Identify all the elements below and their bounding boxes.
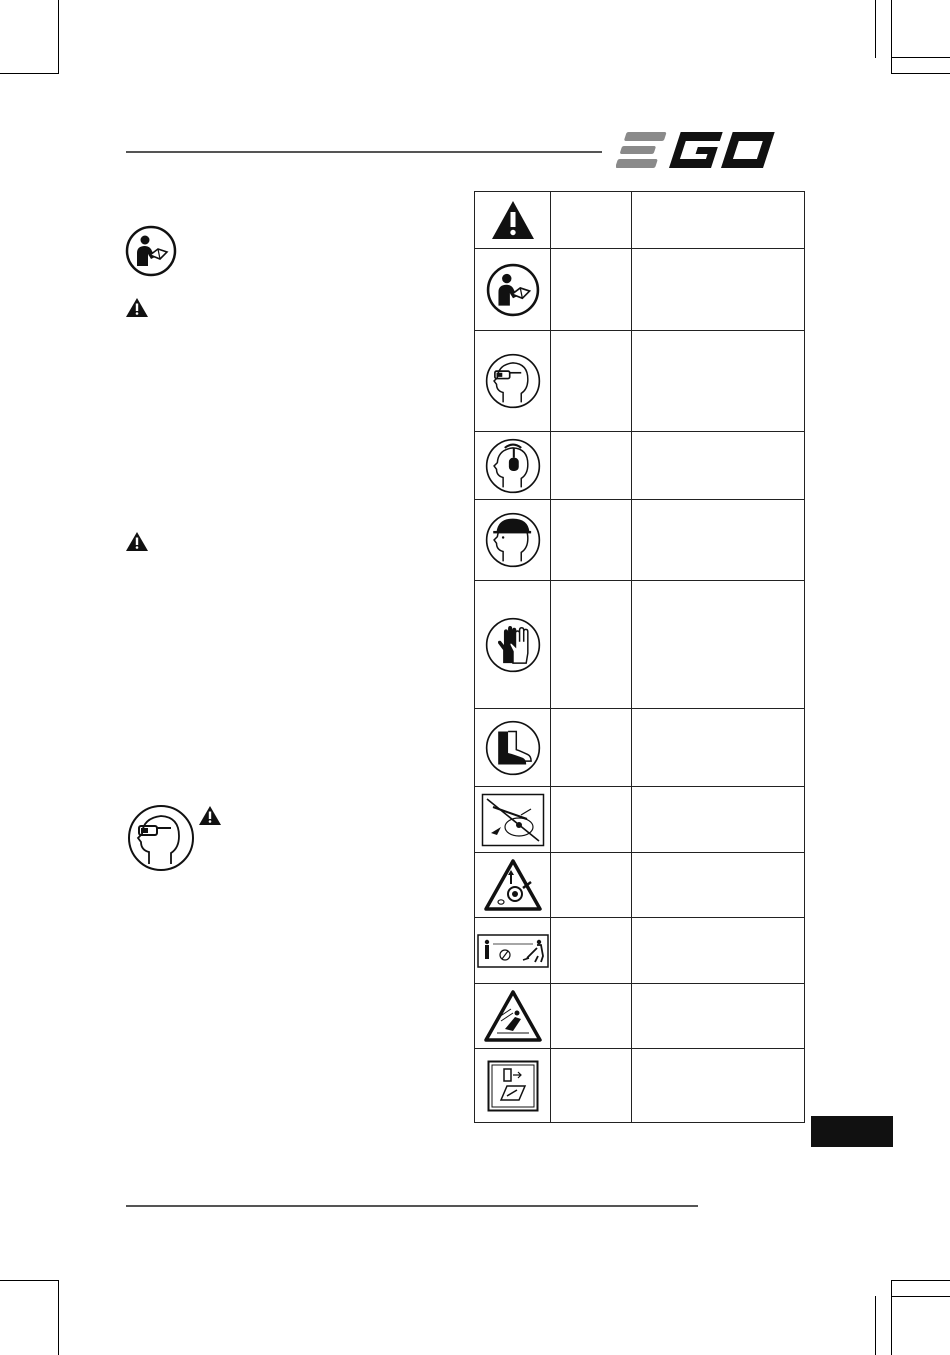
crop-mark <box>892 57 950 58</box>
symbol-cell <box>475 709 551 787</box>
signal-cell <box>551 192 632 249</box>
meaning-cell <box>632 249 805 331</box>
warning-triangle-icon <box>125 297 149 318</box>
meaning-cell <box>632 984 805 1049</box>
table-row <box>475 709 805 787</box>
safety-symbols-table <box>474 191 805 1123</box>
section-tab <box>811 1116 893 1147</box>
table-row <box>475 500 805 581</box>
table-row <box>475 787 805 853</box>
meaning-cell <box>632 581 805 709</box>
thrown-objects-icon <box>483 858 543 912</box>
hearing-protection-icon <box>485 438 541 494</box>
meaning-cell <box>632 192 805 249</box>
ego-logo <box>616 128 802 172</box>
safety-alert-icon <box>490 199 536 241</box>
keep-bystanders-away-icon <box>477 934 549 968</box>
table-row <box>475 853 805 918</box>
meaning-cell <box>632 432 805 500</box>
symbol-cell <box>475 331 551 432</box>
signal-cell <box>551 918 632 984</box>
eye-protection-icon <box>127 804 195 872</box>
meaning-cell <box>632 1049 805 1123</box>
no-blade-use-icon <box>481 793 545 847</box>
crop-mark <box>875 1296 876 1355</box>
symbol-cell <box>475 1049 551 1123</box>
symbol-cell <box>475 918 551 984</box>
symbol-cell <box>475 192 551 249</box>
symbol-cell <box>475 581 551 709</box>
signal-cell <box>551 709 632 787</box>
signal-cell <box>551 1049 632 1123</box>
table-row <box>475 331 805 432</box>
signal-cell <box>551 432 632 500</box>
table-row <box>475 432 805 500</box>
signal-cell <box>551 249 632 331</box>
table-row <box>475 581 805 709</box>
crop-mark <box>875 0 876 58</box>
table-row <box>475 192 805 249</box>
table-row <box>475 984 805 1049</box>
signal-cell <box>551 787 632 853</box>
table-row <box>475 1049 805 1123</box>
head-protection-icon <box>485 512 541 568</box>
symbol-cell <box>475 984 551 1049</box>
signal-cell <box>551 984 632 1049</box>
crop-mark <box>892 1296 950 1297</box>
symbol-cell <box>475 432 551 500</box>
footer-rule <box>126 1205 698 1207</box>
crop-mark <box>0 1280 58 1281</box>
meaning-cell <box>632 787 805 853</box>
table-row <box>475 918 805 984</box>
crop-mark <box>891 1280 950 1281</box>
crop-mark <box>58 0 59 74</box>
table-row <box>475 249 805 331</box>
crop-mark <box>58 1280 59 1355</box>
signal-cell <box>551 853 632 918</box>
meaning-cell <box>632 331 805 432</box>
warning-triangle-icon <box>198 805 222 826</box>
header-rule <box>126 151 602 153</box>
signal-cell <box>551 581 632 709</box>
symbol-cell <box>475 853 551 918</box>
boots-icon <box>485 720 541 776</box>
remove-battery-icon <box>487 1060 539 1112</box>
crop-mark <box>891 73 950 74</box>
read-manual-icon <box>125 225 177 277</box>
symbol-cell <box>475 249 551 331</box>
signal-cell <box>551 500 632 581</box>
read-manual-icon <box>486 263 540 317</box>
signal-cell <box>551 331 632 432</box>
crop-mark <box>0 73 58 74</box>
meaning-cell <box>632 500 805 581</box>
gloves-icon <box>485 617 541 673</box>
symbol-cell <box>475 787 551 853</box>
symbol-cell <box>475 500 551 581</box>
crop-mark <box>891 1280 892 1355</box>
eye-protection-icon <box>485 353 541 409</box>
meaning-cell <box>632 853 805 918</box>
meaning-cell <box>632 709 805 787</box>
crop-mark <box>891 0 892 74</box>
meaning-cell <box>632 918 805 984</box>
warning-triangle-icon <box>125 531 149 552</box>
blade-thrust-warning-icon <box>483 989 543 1043</box>
